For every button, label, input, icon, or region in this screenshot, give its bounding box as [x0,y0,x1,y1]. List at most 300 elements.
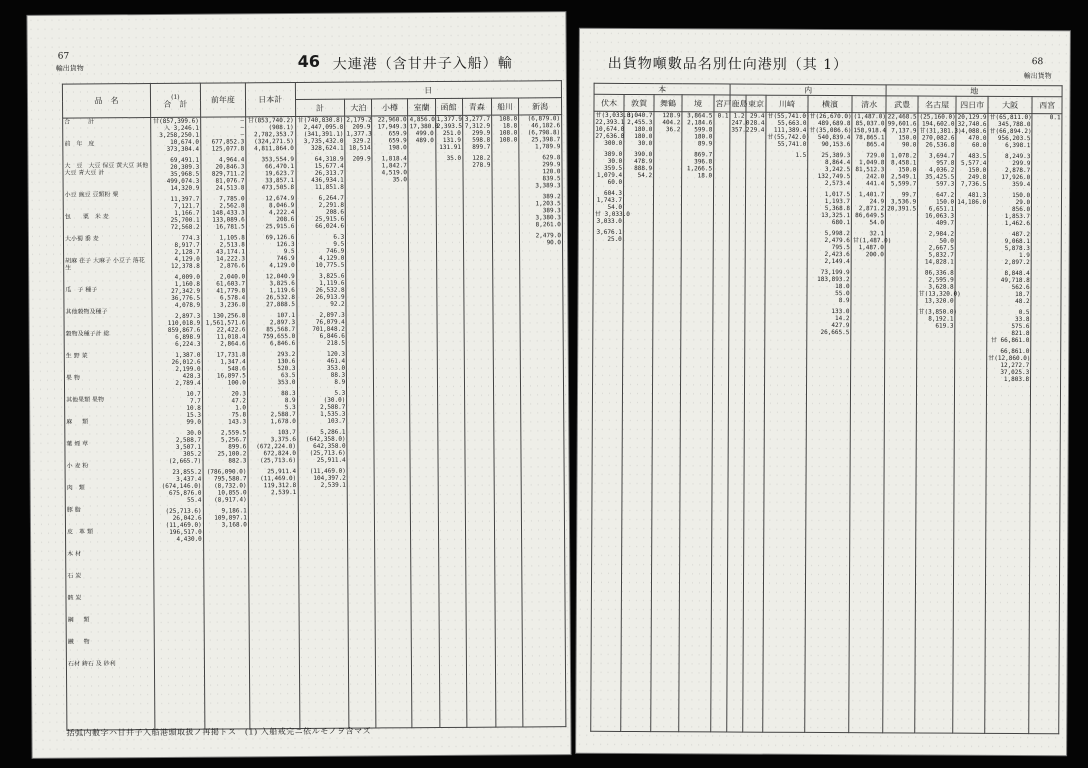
table-value: (30.0) [323,396,346,404]
table-value: 4,009.0 [174,273,200,281]
table-value: 110,018.9 [167,319,201,327]
table-value: 200.0 [865,251,884,259]
table-value: 247.0 [731,119,750,127]
table-value: 2,128.7 [174,248,200,256]
table-value: 865.4 [866,141,885,149]
table-value: 11,851.8 [314,183,344,191]
table-value: 441.4 [866,180,885,188]
table-value: 481.3 [968,191,987,199]
table-value: 54.0 [869,219,885,227]
table-value: 10,775.5 [315,261,345,269]
table-value: (672,224.0) [256,443,297,451]
table-value: 2,447,095.8 [303,123,344,131]
table-value: 428.3 [182,372,201,380]
row-label: 骸 炭 [67,594,82,602]
header-fushiki: 伏木 [594,94,624,111]
table-value: 1.2 [733,112,745,120]
table-value: 甘(13,320.0) [918,290,961,298]
table-value: 72,568.2 [170,223,200,231]
table-value: 66,861.0 [1000,347,1030,356]
table-value: 409.7 [935,219,955,227]
table-number: 46 [297,51,321,72]
table-value: 20,846.3 [215,163,245,171]
table-value: 1,401.7 [858,191,885,199]
table-value: 2,588.7 [270,411,296,419]
table-value: 14,186.0 [957,198,987,206]
table-value: 25,100.2 [217,450,247,458]
table-value: 1,049.8 [859,159,885,167]
table-value: 1,789.9 [535,143,561,151]
table-value: 104,397.2 [313,474,346,482]
table-value: 598.8 [472,136,491,144]
table-value: 15,677.4 [314,162,344,170]
table-value: 6,398.1 [1005,141,1031,150]
row-label: 肉 類 [66,484,85,492]
table-value: 0.1 [717,112,729,120]
table-value: 6,898.9 [175,333,201,341]
table-value: 856.0 [1012,205,1031,214]
table-value: 675,876.0 [168,489,202,497]
table-value: 9,068.1 [1004,237,1030,246]
table-value: 899.6 [228,443,247,451]
table-value: 55.4 [187,496,202,504]
table-value: 489,689.8 [817,119,851,128]
table-value: (1,487.0) [853,113,887,121]
table-value: 8,192.1 [928,315,954,323]
table-value: 899.7 [472,143,491,151]
table-value: 20,129.9 [957,113,987,121]
table-value: 389.2 [542,193,561,201]
header-taketoyo: 武豊 [886,96,918,113]
table-value: 4,856.0 [409,116,435,124]
table-value: 26,913.9 [315,293,345,301]
table-value: 26,012.6 [171,358,201,366]
table-value: 7,121.7 [174,202,200,210]
table-value: 540,839.4 [817,133,851,142]
table-value: 76,079.4 [315,318,345,326]
row-label: 大 豆 大豆 保豆 黄大豆 其他大豆 青大豆 計 [64,162,149,177]
table-value: 359.4 [1012,180,1031,189]
table-value: 9.5 [283,248,295,256]
table-value: 86,649.5 [855,212,885,220]
header-muroran: 室蘭 [408,99,435,116]
table-value: 4,430.0 [176,535,202,543]
table-value: 2,455.3 [627,118,653,127]
table-value: 6,578.4 [219,294,246,302]
table-value: 43,174.1 [216,248,245,256]
table-value: 18.0 [835,283,850,291]
table-value: 1,078.2 [891,152,917,160]
left-data-table [62,80,567,730]
table-value: 4,036.2 [928,166,955,174]
table-value: 2,423.6 [824,251,850,259]
table-value: 5,599.7 [890,180,917,188]
table-value: 4,964.4 [218,156,245,164]
table-value: 759,655.0 [262,333,296,341]
table-value: 396.8 [694,158,713,166]
table-value: 562.6 [1011,283,1030,292]
table-value: 29.4 [750,112,765,120]
table-value: 5,832.7 [928,251,954,259]
table-value: 85,037.0 [855,120,885,128]
table-value: (11,469.0) [165,521,202,529]
table-value: (341,391.1) [303,130,344,138]
table-value: 359.5 [604,164,623,172]
table-value: 208.6 [276,216,295,224]
table-value: 55.0 [835,290,850,298]
table-value: 1,203.5 [535,200,561,208]
row-label: 大小蜀 黍 麦 [64,235,99,243]
table-value: 597.3 [936,180,955,188]
table-value: 13,325.1 [821,211,851,220]
table-value: 29.0 [1015,199,1031,207]
table-value: 88.3 [281,390,296,398]
header-item-name: 品 名 [62,84,150,119]
table-value: 64,318.9 [314,155,344,163]
table-value: 甘(31,381.3) [919,127,962,135]
table-value: 150.0 [898,166,917,174]
table-value: 0.1 [1049,114,1061,122]
col-tsuruga-values [621,111,654,731]
table-value: 3,380.3 [535,214,561,222]
col-nagoya-values [915,113,962,733]
table-value: 14,320.9 [170,184,200,192]
table-value: 28.4 [749,119,765,127]
table-value: 8.9 [838,297,850,305]
table-value: 7,137.9 [891,127,917,135]
table-value: 8,046.9 [268,202,295,210]
table-value: 27,342.9 [171,287,201,295]
table-value: 69,126.6 [265,234,295,242]
table-value: 63.5 [281,372,296,380]
table-value: 8,864.4 [824,159,851,167]
table-value: 604.3 [603,189,623,197]
table-value: 1,377.9 [436,115,463,124]
table-value: 2,149.4 [824,258,850,266]
table-value: 293.2 [277,351,296,359]
table-value: 甘(853,740.2) [247,117,294,125]
header-otaru: 小樽 [372,99,408,116]
table-value: 2,562.8 [219,202,245,210]
table-value: 3,864.5 [687,112,713,120]
table-value: 81,512.3 [855,166,885,174]
table-value: 55,663.0 [777,119,807,127]
table-value: 30.0 [186,429,202,437]
table-value: 3,168.0 [221,521,247,529]
table-value: 8,261.0 [535,221,561,229]
table-value: 198.0 [388,144,407,152]
header-hakodate: 函館 [435,98,462,115]
table-value: 66,470.1 [265,163,295,171]
table-value: 25,911.4 [267,468,297,476]
table-value: 10,674.0 [595,125,625,133]
table-value: 2,513.8 [219,241,245,249]
left-page [27,12,570,758]
table-value: (8,917.4) [214,496,247,504]
col-sakai-values [679,112,714,732]
table-value: 25.0 [607,235,622,243]
table-value: 18.7 [1015,291,1030,299]
header-kawasaki: 川崎 [766,95,808,112]
table-value: 520.3 [277,365,296,373]
table-value: 888.9 [634,165,653,173]
table-value: 25,915.6 [265,223,295,231]
table-value: 131.9 [442,136,461,144]
table-value: 404.2 [662,119,681,127]
table-value: 1,561,571.6 [205,319,246,327]
right-data-table [590,83,1063,734]
table-value: 61,603.7 [216,280,246,288]
table-value: 3,676.1 [596,228,622,236]
table-value: 345,788.0 [997,120,1031,129]
table-value: 599.8 [694,126,713,134]
table-value: 119,312.8 [263,482,297,490]
table-value: 17,380.0 [409,123,439,131]
table-value: 9.5 [333,240,345,248]
table-value: 1,266.5 [686,165,713,173]
header-yokkaichi: 四日市 [956,96,988,113]
table-value: 575.6 [1011,322,1030,331]
row-label: 石 炭 [67,572,82,580]
table-value: 甘(857,399.6) [153,117,199,126]
table-value: 132,749.5 [817,172,851,181]
table-value: 677,852.3 [211,138,245,146]
table-value: 3,825.6 [319,272,345,280]
table-value: 859,867.6 [167,326,201,334]
table-value: 17,926.0 [1001,173,1031,182]
table-value: 4,129.0 [174,255,200,263]
table-value: 3,389.3 [535,182,561,190]
table-value: 774.3 [181,234,200,242]
table-value: 389.0 [604,150,623,158]
table-title-left: 大連港（含甘井子入船）輸 [332,55,513,73]
table-value: 99,601.6 [887,120,917,128]
table-value: 10,855.0 [217,489,247,497]
table-value: 305.2 [183,450,202,458]
table-value: 55,741.0 [777,140,807,148]
table-value: 11,018.4 [216,333,246,341]
table-value: 66,024.6 [315,222,345,230]
table-value: — [240,131,245,139]
table-value: 956,203.5 [997,134,1031,143]
table-value: 3,236.8 [219,301,246,309]
table-value: 353,554.9 [261,156,294,164]
table-value: 36.2 [665,126,681,134]
row-label: 鐵 物 [67,638,90,646]
table-value: 103.7 [277,429,296,437]
table-value: 4,088.6 [961,127,987,135]
table-value: 218.5 [326,339,345,347]
table-value: 22,468.5 [887,113,917,121]
col-taketoyo-values [883,113,918,733]
table-value: 99.0 [186,418,202,426]
table-value: 60.0 [607,178,623,186]
table-value: 1,377.3 [346,130,372,138]
table-value: 35.0 [392,176,408,184]
table-value: 869.7 [694,151,713,159]
row-label: 包 粟 米 麦 [64,213,109,221]
table-value: 甘(55,742.0) [767,133,810,141]
table-value: 373,304.4 [166,145,200,153]
table-value: (6,798.8) [527,129,561,137]
col-total-values [151,117,205,729]
table-value: 2,179.2 [346,116,372,124]
table-value: 5.3 [284,404,296,412]
table-value: 2,479.6 [824,237,850,245]
header-niigata: 新潟 [519,98,562,115]
table-value: 1,166.7 [174,209,200,217]
table-value: 3,277.7 [464,115,491,123]
table-value: 2,897.3 [174,312,201,320]
table-value: 32,740.6 [957,120,987,128]
table-value: 81,076.7 [215,177,245,185]
table-value: 108.0 [499,129,518,137]
table-value: (25,713.6) [309,449,346,457]
header-nishinomiya: 西宮 [1032,97,1062,114]
table-value: 50.0 [939,237,954,245]
table-value: 133.0 [831,308,850,316]
table-value: 26,532.8 [266,294,295,302]
table-value: 108.0 [499,115,518,123]
table-value: 6.3 [333,233,345,241]
table-value: 20,391.5 [887,205,917,213]
header-total [150,83,200,117]
table-value: 128.2 [472,154,491,162]
table-value: 489.0 [415,137,434,145]
table-value: 7,312.9 [464,122,491,130]
table-value: 2,573.4 [824,180,851,188]
table-value: 4,811,864.0 [254,145,294,153]
col-shimizu-values [849,113,892,733]
table-value: 120.3 [326,350,346,358]
header-aomori: 青森 [462,98,491,115]
table-value: 16,897.5 [216,372,246,380]
table-value: 461.4 [326,357,346,365]
table-value: 120.0 [542,168,561,176]
row-label: 鋼 類 [67,616,90,624]
table-value: 37,025.3 [1000,368,1030,377]
table-value: 甘(1,487.0) [852,237,892,245]
table-value: (324,271.5) [254,138,294,146]
row-label: 葉 煙 草 [66,440,89,448]
table-value: 14,828.1 [924,258,954,266]
table-value: 3,375.6 [270,436,296,444]
col-muroran-values [408,116,439,728]
table-value: 150.0 [898,134,917,142]
col-niigata-values [519,115,566,727]
table-value: 130.6 [277,358,296,366]
table-value: 150.0 [968,166,987,174]
table-value: 2,539.1 [320,481,346,489]
col-yokohama-values [805,112,852,732]
table-value: 18.0 [697,172,713,180]
table-value: 2,984.2 [928,230,954,238]
col-kawasaki-values [763,112,808,732]
table-value: 270,082.6 [921,134,955,142]
table-value: 3,437.4 [176,475,202,483]
table-value: 2,539.1 [270,489,297,497]
table-title-right: 出貨物噸數品名別仕向港別（其 1） [607,55,849,74]
table-value: 3,825.6 [269,280,295,288]
table-value: 4,222.4 [269,209,295,217]
table-value: 2,667.5 [928,244,954,252]
table-value: 7,736.5 [960,180,987,188]
table-value: (8,732.0) [214,482,247,490]
table-value: 1,487.0 [858,244,884,252]
table-value: 436,934.1 [311,176,344,184]
table-value: 8.9 [334,378,346,386]
table-value: 8,249.3 [1005,152,1031,161]
table-value: 143.3 [228,418,247,426]
table-value: 35,425.5 [925,173,955,181]
table-value: 108.0 [499,136,518,144]
table-value: 353.0 [327,364,346,372]
table-value: 389.3 [542,207,561,215]
row-label: 果 物 [65,374,80,382]
table-value: 1,079.4 [596,171,623,179]
table-value: 14.2 [834,315,850,323]
table-value: 10,674.0 [170,138,200,146]
page-number-left: 67 [57,51,70,62]
table-value: 85,568.7 [266,326,296,334]
table-value: 90.0 [546,239,562,247]
table-value: 1,387.0 [175,351,201,359]
table-value: (25,713.6) [259,457,297,465]
table-value: 180.0 [694,133,713,141]
table-value: 25,398.7 [531,136,561,144]
header-tokyo: 東京 [746,95,766,112]
table-value: 4,519.0 [381,169,407,177]
table-value: 1,842.7 [381,162,407,170]
table-value: 2,864.6 [220,340,246,348]
table-value: 2,559.5 [220,429,247,437]
table-value: 2,291.8 [318,201,344,209]
table-value: 957.8 [936,159,955,167]
header-group-nai: 内 [730,84,886,96]
table-value: 746.9 [326,247,345,255]
header-shimizu: 清水 [852,96,886,113]
table-value: 26,532.8 [315,286,345,294]
header-group-hon: 本 [594,83,730,95]
table-value: 251.0 [442,129,461,137]
row-label: 前 年 度 [64,140,95,148]
table-value: 5,368.8 [824,205,851,213]
table-value: 3,735,432.0 [303,137,344,145]
table-value: 3,694.7 [929,152,955,160]
table-value: 299.9 [472,129,491,137]
table-value: 478.9 [634,158,653,166]
table-value: 8,848.4 [1004,269,1030,278]
table-value: 180.0 [634,133,653,141]
table-value: 甘(65,811.0) [989,113,1032,122]
table-value: 2,789.4 [175,379,201,387]
col-nishinomiya-values [1029,114,1062,734]
table-value: 111,389.4 [773,126,807,134]
table-value: 148,433.3 [212,209,245,217]
table-value: 5,878.3 [1004,244,1030,253]
table-value: 100.0 [227,379,246,387]
table-value: 1.5 [795,151,807,159]
table-value: 12,674.9 [265,195,295,203]
table-value: 26,665.5 [820,328,850,337]
table-value: 795.5 [831,244,850,252]
table-value: 10.7 [186,390,201,398]
table-value: 133,089.6 [212,216,245,224]
table-value: — [240,117,245,125]
table-value: (11,469.0) [260,475,297,483]
table-value: 9,186.1 [221,507,247,515]
table-value: 24.9 [869,198,885,206]
